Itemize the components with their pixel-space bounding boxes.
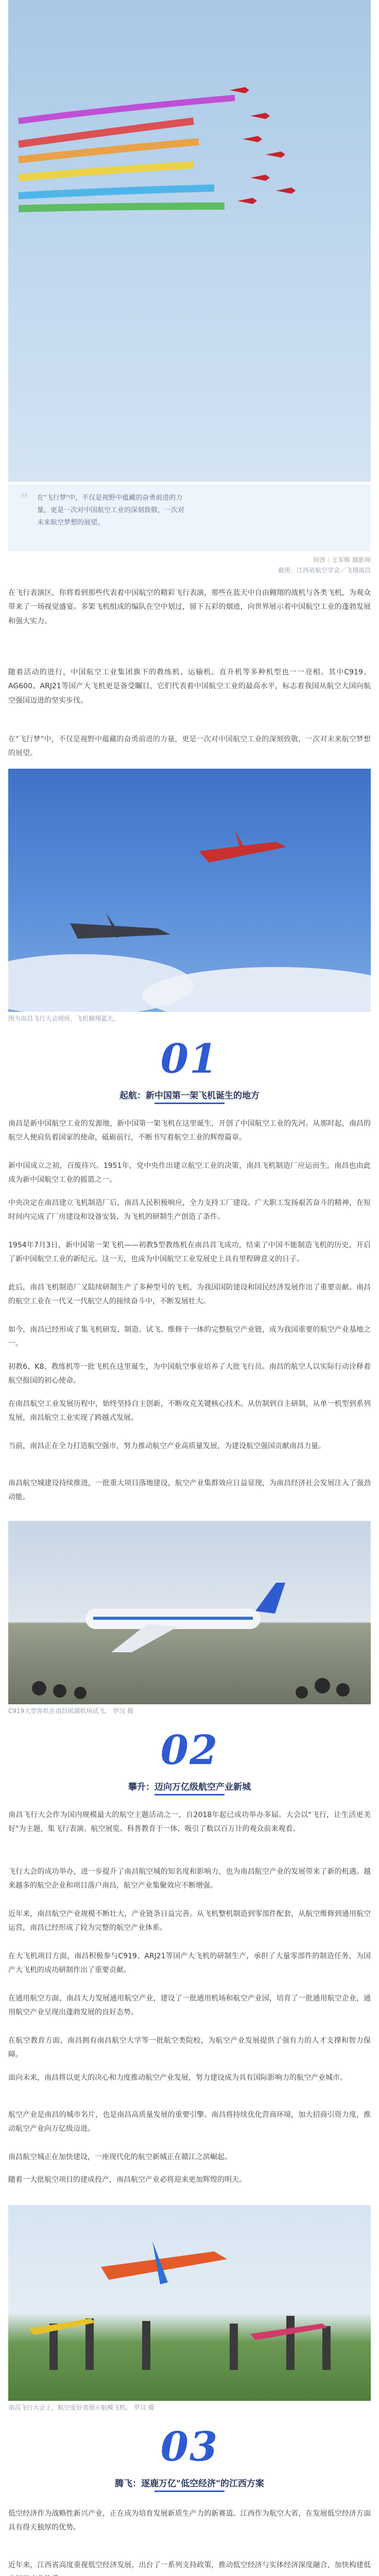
section-1-paragraph: 初教6、K8、教练机等一批飞机在这里诞生，为中国航空事业培养了大批飞行员。南昌的航空人以实际行动诠释着航空报国的初心使命。	[8, 1363, 371, 1385]
quote-box	[8, 484, 371, 551]
section-1-divider	[154, 1103, 225, 1104]
model-airplanes-crowd-image	[8, 2205, 371, 2401]
section-1-paragraph: 如今，南昌已经形成了集飞机研发、制造、试飞、维修于一体的完整航空产业链，成为我国重要的航空产业基地之一。	[8, 1326, 371, 1348]
quote-mark-icon: “	[20, 489, 29, 510]
quote-text: 在"飞行梦"中，不仅是视野中蕴藏的奋勇前进的力量，更是一次对中国航空工业的深刻致敬，一次对未来航空梦想的展望。	[37, 494, 185, 526]
model-planes-image-caption: 南昌飞行大会上，航空爱好者展示航模飞机。 罗汉 摄	[8, 2404, 154, 2411]
section-1-paragraph: 在南昌航空工业发展历程中，始终坚持自主创新，不断攻克关键核心技术。从仿制到自主研制，从单一机型到系列发展，南昌航空工业实现了跨越式发展。	[8, 1400, 371, 1422]
section-1-number: 01	[160, 1036, 219, 1082]
c919-image-caption: C919大型客机在南昌瑶湖机场试飞。 罗汉 摄	[8, 1707, 133, 1715]
hero-image	[8, 0, 371, 482]
section-2-divider	[154, 1794, 225, 1795]
section-2-paragraph: 在航空教育方面，南昌拥有南昌航空大学等一批航空类院校，为航空产业发展提供了强有力的人才支撑和智力保障。	[8, 2037, 371, 2059]
section-2-paragraph: 近年来，南昌航空产业规模不断壮大，产业链条日益完善。从飞机整机制造到零部件配套，从航空维修到通用航空运营，南昌已经形成了较为完整的航空产业体系。	[8, 1910, 371, 1933]
section-1-paragraph: 新中国成立之初，百废待兴。1951年，党中央作出建立航空工业的决策，南昌飞机制造厂应运而生。南昌也由此成为新中国航空工业的摇篮之一。	[8, 1162, 371, 1184]
section-3-paragraph: 低空经济作为战略性新兴产业，正在成为培育发展新质生产力的新赛道。江西作为航空大省，在发展低空经济方面具有得天独厚的优势。	[8, 2510, 371, 2532]
section-1-paragraph: 南昌航空城建设持续推进，一批重大项目落地建设，航空产业集群效应日益显现，为南昌经济社会发展注入了强劲动能。	[8, 1479, 371, 1502]
section-1-paragraph: 当前，南昌正在全力打造航空强市，努力推动航空产业高质量发展，为建设航空强国贡献南昌力量。	[8, 1442, 325, 1450]
section-2-paragraph: 南昌飞行大会作为国内规模最大的航空主题活动之一，自2018年起已成功举办多届。大会以"飞行，让生活更美好"为主题，集飞行表演、航空展览、科普教育于一体，吸引了数以百万计的观众前来观看。	[8, 1811, 371, 1834]
section-2-paragraph: 在通用航空方面，南昌大力发展通用航空产业，建设了一批通用机场和航空产业园，培育了一批通用航空企业，通用航空产业呈现出蓬勃发展的良好态势。	[8, 1994, 371, 2017]
intro-paragraph-3: 在"飞行梦"中，不仅是视野中蕴藏的奋勇前进的力量，更是一次对中国航空工业的深刻致敬，一次对未来航空梦想的展望。	[8, 735, 371, 758]
section-2-paragraph: 南昌航空城正在加快建设，一座现代化的航空新城正在赣江之滨崛起。	[8, 2153, 232, 2161]
model-planes-image	[8, 2205, 371, 2401]
section-2-title: 攀升：迈向万亿级航空产业新城	[128, 1782, 251, 1792]
section-2-paragraph: 随着一大批航空项目的建成投产，南昌航空产业必将迎来更加辉煌的明天。	[8, 2176, 246, 2184]
section-2-number: 02	[160, 1727, 219, 1774]
intro-paragraph-1: 在飞行表演区，你将看到那些代表着中国航空的精彩飞行表演，那些在蓝天中自由翱翔的战机与各类飞机，为观众带来了一场视觉盛宴。多架飞机组成的编队在空中划过，留下五彩的烟迹，向世界展示着中国航空工业的蓬勃发展和强大实力。	[8, 589, 371, 625]
section-1-title: 起航：新中国第一架飞机诞生的地方	[119, 1091, 260, 1101]
section-1-paragraph: 1954年7月3日，新中国第一架飞机——初教5型教练机在南昌首飞成功，结束了中国不能制造飞机的历史，开启了新中国航空工业的新纪元。这一天，也成为中国航空工业发展史上具有里程碑意义的日子。	[8, 1241, 371, 1264]
jets-image-caption: 图为南昌飞行大会现场，飞机翱翔蓝天。	[8, 1015, 120, 1022]
photo-credit-1: 何淳｜王军辉 摄影师	[313, 556, 371, 564]
section-2-paragraph: 飞行大会的成功举办，进一步提升了南昌航空城的知名度和影响力，也为南昌航空产业的发展带来了新的机遇。越来越多的航空企业和项目落户南昌，航空产业集聚效应不断增强。	[8, 1868, 371, 1890]
c919-airliner-image	[8, 1521, 371, 1704]
section-1-paragraph: 中央决定在南昌建立飞机制造厂后，南昌人民积极响应，全力支持工厂建设。广大职工发扬艰苦奋斗的精神，在短时间内完成了厂房建设和设备安装，为飞机的研制生产创造了条件。	[8, 1199, 371, 1222]
section-1-paragraph: 此后，南昌飞机制造厂又陆续研制生产了多种型号的飞机，为我国国防建设和国民经济发展作出了重要贡献。南昌的航空工业在一代又一代航空人的接续奋斗中，不断发展壮大。	[8, 1283, 371, 1306]
section-3-paragraph: 近年来，江西省高度重视低空经济发展，出台了一系列支持政策，推动低空经济与实体经济深度融合，加快构建低	[8, 2561, 371, 2569]
section-2-paragraph: 面向未来，南昌将以更大的决心和力度推动航空产业发展，努力建设成为具有国际影响力的航空产业城市。	[8, 2074, 347, 2082]
intro-paragraph-2: 随着活动的进行，中国航空工业集团旗下的教练机、运输机、直升机等多种机型也一一亮相。其中C919、AG600、ARJ21等国产大飞机更是备受瞩目，它们代表着中国航空工业的最高水平，标志着我国从航空大国向航空强国迈进的坚实步伐。	[8, 668, 371, 705]
c919-image	[8, 1521, 371, 1704]
section-3-divider	[154, 2490, 225, 2492]
section-3-title: 腾飞：逐鹿万亿"低空经济"的江西方案	[115, 2479, 264, 2489]
photo-credit-2: 截图：江西省航空学会／飞翔南昌	[278, 567, 371, 574]
section-1-paragraph: 南昌是新中国航空工业的发源地，新中国第一架飞机在这里诞生，开创了中国航空工业的先河。从那时起，南昌的航空人便肩负着国家的使命，砥砺前行，不断书写着航空工业的辉煌篇章。	[8, 1120, 371, 1142]
section-2-paragraph: 在大飞机项目方面，南昌积极参与C919、ARJ21等国产大飞机的研制生产，承担了大量零部件的制造任务，为国产大飞机的成功研制作出了重要贡献。	[8, 1952, 371, 1975]
jets-over-clouds-image	[8, 769, 371, 1012]
section-3-number: 03	[160, 2424, 219, 2470]
aerobatic-formation-image	[8, 0, 371, 482]
section-2-paragraph: 航空产业是南昌的城市名片，也是南昌高质量发展的重要引擎。南昌将持续优化营商环境，加大招商引资力度，推动航空产业向万亿级迈进。	[8, 2111, 371, 2133]
jets-image	[8, 769, 371, 1012]
